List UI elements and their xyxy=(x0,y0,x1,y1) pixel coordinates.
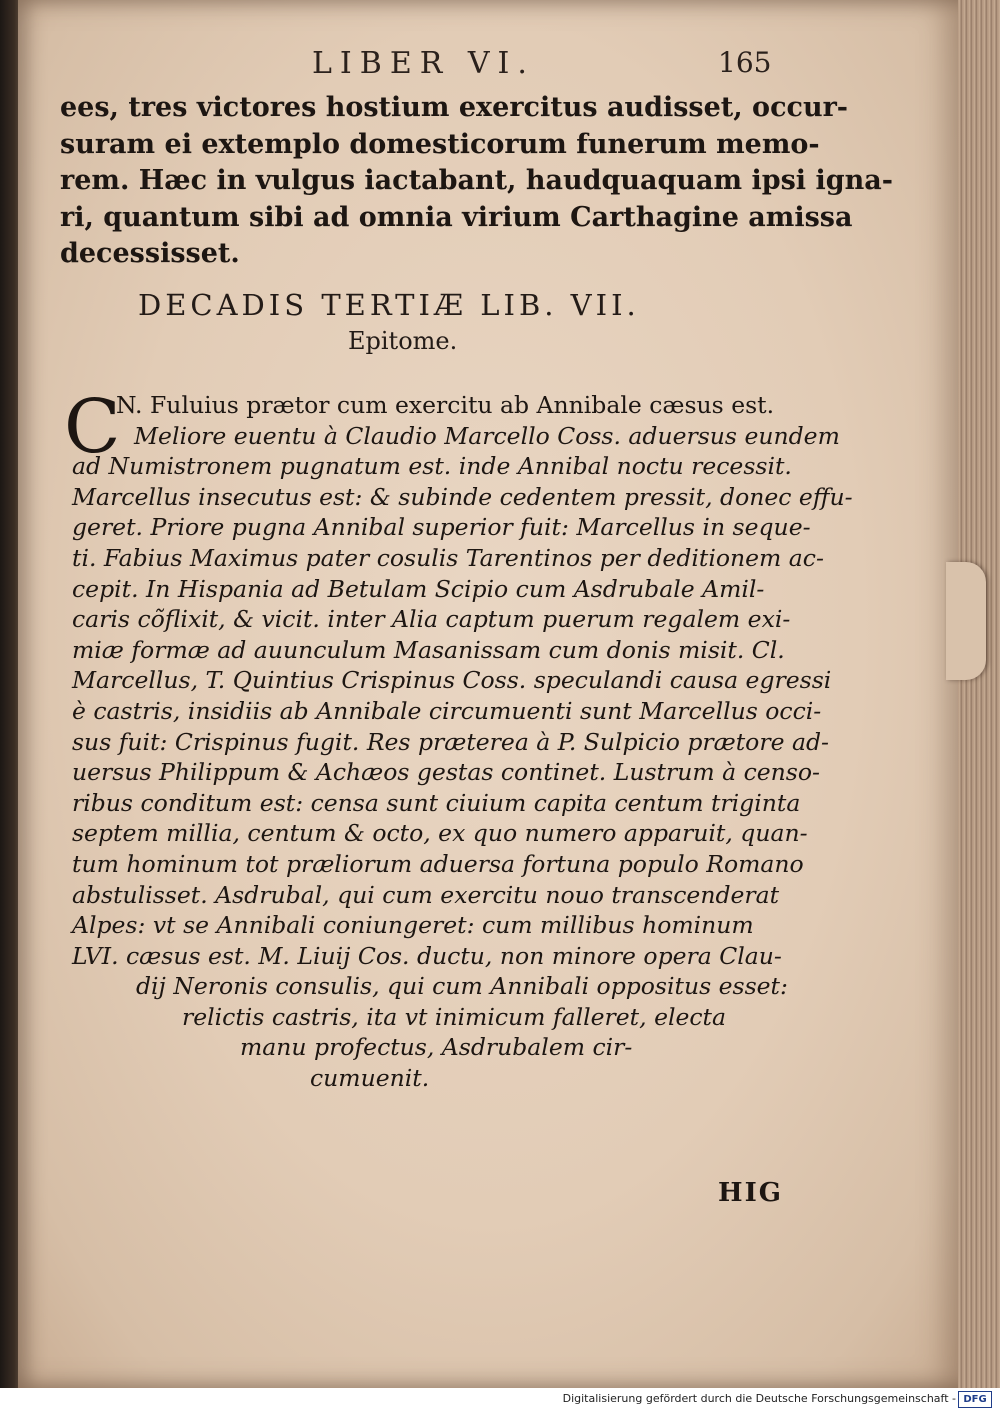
text-line: miæ formæ ad auunculum Masanissam cum donis misit. Cl. xyxy=(72,635,785,664)
drop-cap: C xyxy=(64,384,121,470)
funding-credit: Digitalisierung gefördert durch die Deutsche Forschungsgemeinschaft - xyxy=(562,1392,956,1405)
running-head: LIBER VI. xyxy=(312,46,535,81)
text-line: ti. Fabius Maximus pater cosulis Tarentinos per deditionem ac- xyxy=(72,543,824,572)
text-line: cepit. In Hispania ad Betulam Scipio cum Asdrubale Amil- xyxy=(72,574,765,603)
text-line: sus fuit: Crispinus fugit. Res præterea à P. Sulpicio prætore ad- xyxy=(72,727,829,756)
page-tab xyxy=(946,562,986,680)
text-line: Meliore euentu à Claudio Marcello Coss. aduersus eundem xyxy=(134,421,840,450)
text-line: rem. Hæc in vulgus iactabant, haudquaquam ipsi igna- xyxy=(60,165,893,196)
dfg-logo: DFG xyxy=(958,1391,992,1408)
text-line: cumuenit. xyxy=(310,1064,430,1093)
text-line: decessisset. xyxy=(60,238,240,269)
carry-over-text xyxy=(60,90,893,273)
text-line: N. Fuluius prætor cum exercitu ab Annibale cæsus est. xyxy=(116,391,775,419)
text-line: tum hominum tot præliorum aduersa fortuna populo Romano xyxy=(72,849,804,878)
text-line: uersus Philippum & Achæos gestas continet. Lustrum à censo- xyxy=(72,758,820,787)
section-heading: DECADIS TERTIÆ LIB. VII. xyxy=(138,288,640,322)
text-line: ri, quantum sibi ad omnia virium Carthagine amissa xyxy=(60,201,853,233)
digitization-footer xyxy=(0,1388,1000,1411)
text-line: ees, tres victores hostium exercitus audisset, occur- xyxy=(60,92,849,123)
text-line: Marcellus insecutus est: & subinde cedentem pressit, donec effu- xyxy=(72,482,853,511)
text-line: septem millia, centum & octo, ex quo numero apparuit, quan- xyxy=(72,819,808,848)
text-line: abstulisset. Asdrubal, qui cum exercitu nouo transcenderat xyxy=(72,880,780,909)
text-line: manu profectus, Asdrubalem cir- xyxy=(240,1033,633,1062)
text-line: dij Neronis consulis, qui cum Annibali oppositus esset: xyxy=(136,972,788,1001)
epitome-text xyxy=(72,390,853,1094)
text-line: è castris, insidiis ab Annibale circumuenti sunt Marcellus occi- xyxy=(72,696,822,725)
text-line: caris cõflixit, & vicit. inter Alia captum puerum regalem exi- xyxy=(72,605,791,634)
text-line: suram ei extemplo domesticorum funerum memo- xyxy=(60,128,820,160)
text-line: relictis castris, ita vt inimicum falleret, electa xyxy=(182,1002,727,1031)
text-line: LVI. cæsus est. M. Liuij Cos. ductu, non minore opera Clau- xyxy=(72,941,782,970)
catchword: HIG xyxy=(718,1178,783,1208)
text-line: geret. Priore pugna Annibal superior fuit: Marcellus in seque- xyxy=(72,513,811,542)
text-line: ribus conditum est: censa sunt ciuium capita centum triginta xyxy=(72,788,801,817)
page-edges xyxy=(958,0,1000,1388)
folio-number: 165 xyxy=(718,46,772,79)
text-line: ad Numistronem pugnatum est. inde Annibal noctu recessit. xyxy=(72,452,792,481)
text-line: Marcellus, T. Quintius Crispinus Coss. speculandi causa egressi xyxy=(72,666,832,695)
section-subheading: Epitome. xyxy=(348,327,458,355)
text-line: Alpes: vt se Annibali coniungeret: cum millibus hominum xyxy=(72,911,754,940)
